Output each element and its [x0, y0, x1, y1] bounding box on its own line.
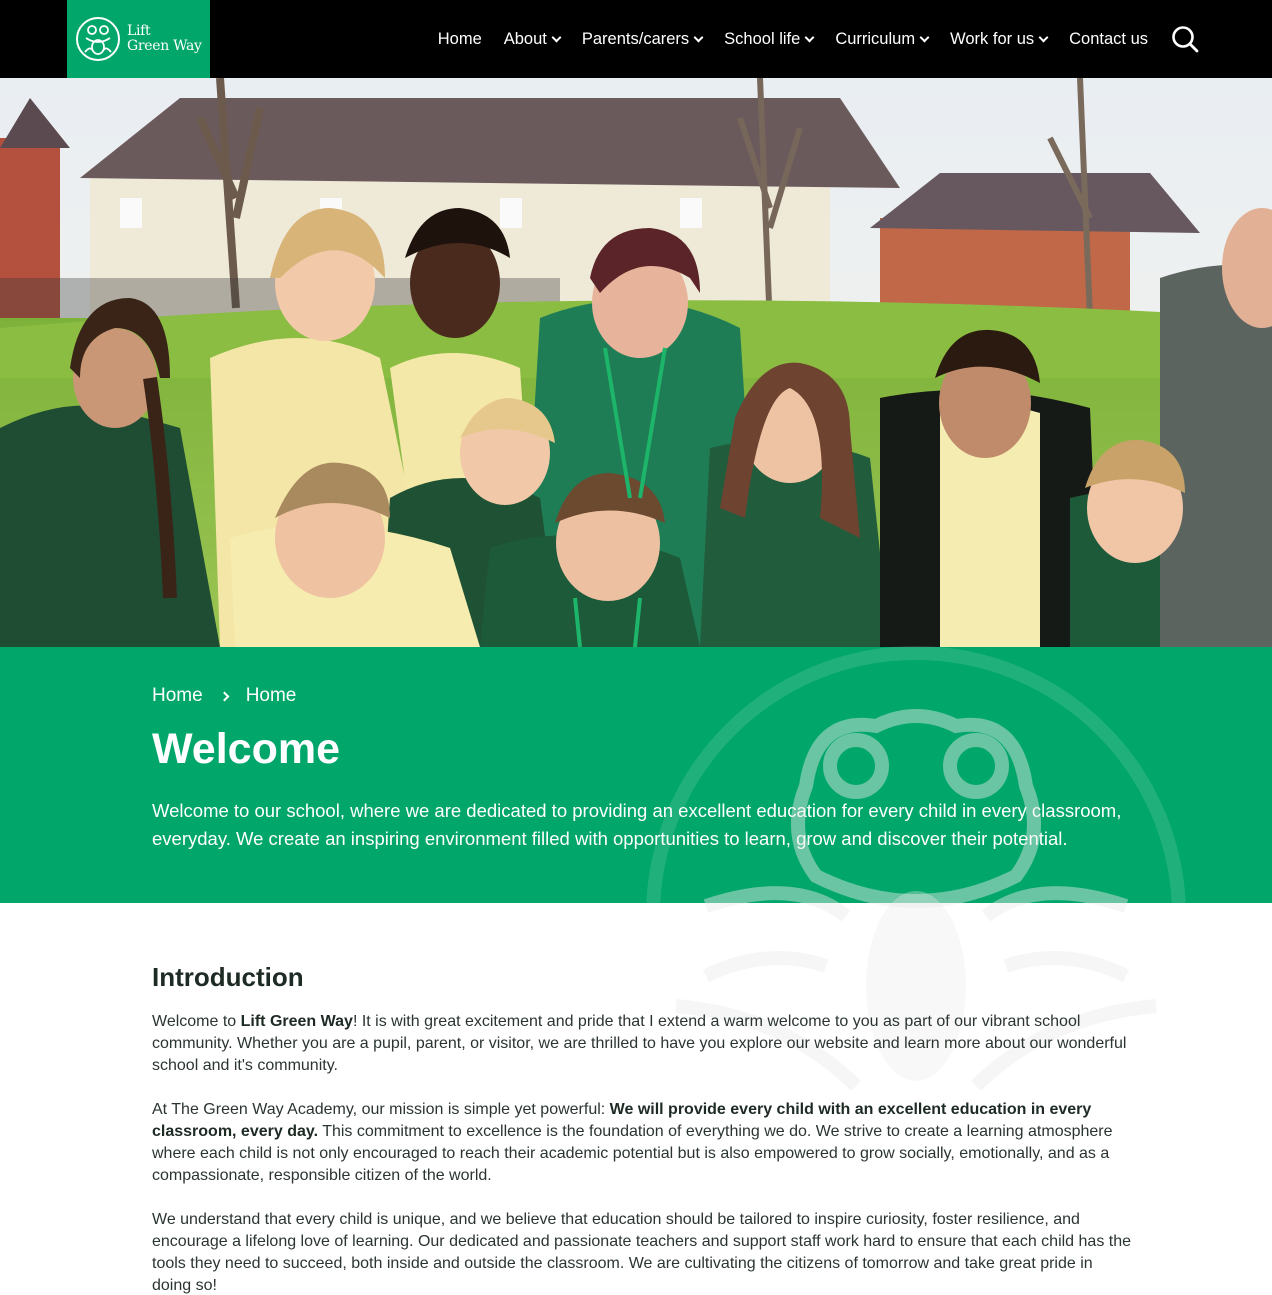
nav-item-about[interactable]: [504, 30, 560, 49]
page-title: Welcome: [152, 725, 340, 773]
text-run: ! It is with great excitement and pride that I extend a warm welcome to you as part of our vibrant school community. Whether you are a pupil, parent, or visitor, we are thrilled to have you explore our website and learn more about our wonderful school and it's community.: [152, 1013, 1127, 1074]
breadcrumb-item-current: Home: [245, 685, 297, 706]
nav-item-work-for-us[interactable]: [950, 30, 1047, 49]
logo-line2: Green Way: [127, 38, 202, 54]
nav-label: Curriculum: [835, 29, 916, 48]
nav-label: Parents/carers: [581, 29, 690, 48]
intro-paragraph-1: [152, 1011, 1132, 1077]
chevron-down-icon: [694, 32, 704, 42]
logo-line1: Lift: [127, 23, 151, 39]
school-logo[interactable]: [67, 0, 210, 78]
intro-paragraph-2: [152, 1099, 1132, 1187]
main-menu: [438, 0, 1148, 78]
frog-logo-icon: [75, 16, 121, 62]
logo-wordmark: [127, 24, 202, 54]
group-photo-illustration: [0, 78, 1272, 647]
text-run: This commitment to excellence is the foundation of everything we do. We strive to create a learning atmosphere where each child is not only encouraged to reach their academic potential but is also empowered to grow socially, emotionally, and as a compassionate, responsible citizen of the world.: [152, 1123, 1113, 1184]
mission-statement-bold: We will provide every child with an excellent education in every classroom, every day.: [152, 1101, 1092, 1140]
chevron-down-icon: [551, 32, 561, 42]
breadcrumb-item-home[interactable]: Home: [152, 685, 203, 706]
welcome-banner: [0, 647, 1272, 903]
introduction-section: [152, 962, 1132, 1295]
chevron-down-icon: [805, 32, 815, 42]
text-run: At The Green Way Academy, our mission is simple yet powerful:: [152, 1101, 610, 1118]
section-heading: Introduction: [152, 962, 304, 992]
intro-paragraph-3: We understand that every child is unique, and we believe that education should be tailored to inspire curiosity, foster resilience, and encourage a lifelong love of learning. Our dedicated and passionate teachers and support staff work hard to ensure that each child has the tools they need to succeed, both inside and outside the classroom. We are cultivating the citizens of tomorrow and take great pride in doing so!: [152, 1211, 1132, 1294]
text-run: Welcome to: [152, 1013, 241, 1030]
school-name-bold: Lift Green Way: [240, 1013, 353, 1030]
chevron-right-icon: [219, 691, 229, 701]
chevron-down-icon: [920, 32, 930, 42]
breadcrumb: [152, 685, 296, 707]
top-navigation: [0, 0, 1272, 78]
nav-label: Work for us: [950, 29, 1035, 48]
nav-item-school-life[interactable]: [724, 30, 813, 49]
nav-label: Home: [437, 29, 482, 48]
nav-label: Contact us: [1069, 29, 1148, 48]
nav-label: About: [503, 29, 547, 48]
chevron-down-icon: [1039, 32, 1049, 42]
page-lead: Welcome to our school, where we are dedicated to providing an excellent education for every child in every classroom, everyday. We create an inspiring environment filled with opportunities to learn, grow and discover their potential.: [152, 800, 1122, 849]
nav-item-home[interactable]: [438, 30, 482, 49]
hero-photo: [0, 78, 1272, 647]
search-button[interactable]: [1170, 24, 1200, 54]
nav-label: School life: [724, 29, 801, 48]
nav-item-curriculum[interactable]: [835, 30, 928, 49]
search-icon: [1170, 24, 1200, 54]
nav-item-parents-carers[interactable]: [582, 30, 702, 49]
nav-item-contact-us[interactable]: [1069, 30, 1148, 49]
